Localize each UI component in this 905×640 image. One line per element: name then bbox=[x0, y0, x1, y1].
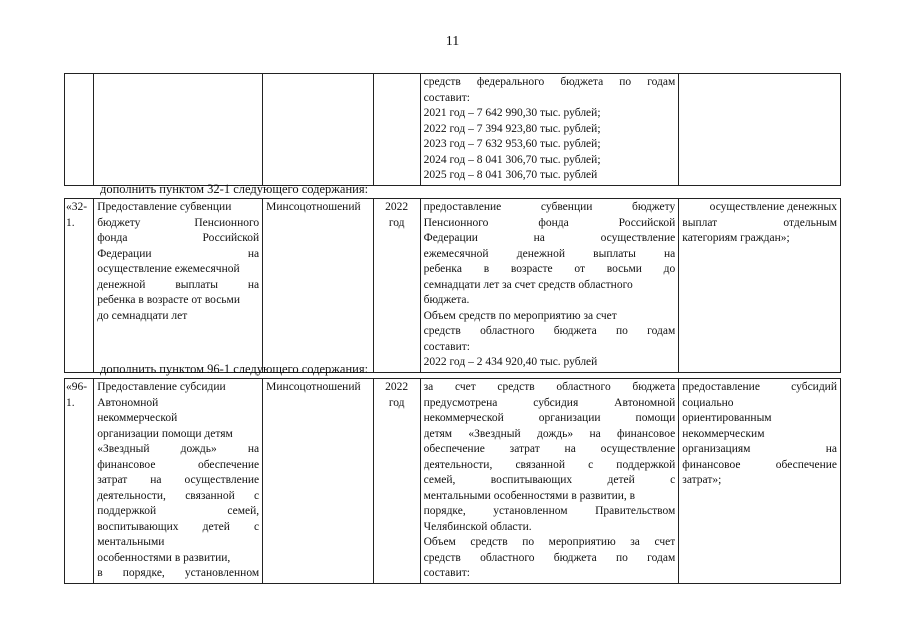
text-line: 2022 bbox=[385, 201, 409, 213]
text-line: Федерации на осуществление bbox=[423, 232, 676, 244]
text-line: осуществление денежных bbox=[709, 201, 837, 213]
table-row-96-1 bbox=[64, 378, 841, 584]
item-year bbox=[373, 379, 420, 584]
item-name bbox=[94, 199, 263, 373]
text-line: 2022 год – 2 434 920,40 тыс. рублей bbox=[423, 356, 598, 368]
cell-year bbox=[373, 74, 420, 186]
cell-result bbox=[679, 74, 841, 186]
text-line: Предоставление субсидии bbox=[97, 381, 226, 393]
text-line: бюджета. bbox=[423, 294, 470, 306]
text-line: осуществление ежемесячной bbox=[97, 263, 240, 275]
text-line: 2024 год – 8 041 306,70 тыс. рублей; bbox=[423, 153, 601, 166]
text-line: до семнадцати лет bbox=[97, 309, 188, 322]
text-line: ориентированным bbox=[682, 412, 772, 424]
text-line: предоставление субвенции бюджету bbox=[423, 201, 676, 213]
text-line: ментальными особенностями в развитии, в bbox=[423, 489, 636, 502]
text-line: некоммерческим bbox=[682, 427, 765, 440]
item-executor bbox=[263, 379, 374, 584]
text-line: выплат отдельным bbox=[682, 216, 837, 229]
cell-executor bbox=[263, 74, 374, 186]
text-line: Объем средств по мероприятию за счет bbox=[423, 536, 676, 548]
instruction-32-1: дополнить пунктом 32-1 следующего содержания: bbox=[100, 182, 369, 196]
text-line: затрат на осуществление bbox=[97, 474, 260, 486]
text-line: средств областного бюджета по годам bbox=[423, 551, 676, 564]
text-line: 2022 год – 7 394 923,80 тыс. рублей; bbox=[423, 122, 601, 135]
page-number: 11 bbox=[445, 34, 460, 49]
text-line: 2023 год – 7 632 953,60 тыс. рублей; bbox=[423, 138, 601, 150]
table-row bbox=[65, 74, 841, 186]
text-line: Минсоцотношений bbox=[266, 201, 361, 213]
cell-name bbox=[94, 74, 263, 186]
text-line: Челябинской области. bbox=[423, 520, 532, 533]
text-line: категориям граждан»; bbox=[682, 232, 790, 244]
cell-description bbox=[420, 74, 679, 186]
text-line: социально bbox=[682, 396, 734, 409]
table-row bbox=[65, 379, 841, 584]
text-line: Автономной bbox=[97, 396, 159, 409]
text-line: финансовое обеспечение bbox=[97, 458, 260, 471]
text-line: средств областного бюджета по годам bbox=[423, 325, 676, 337]
item-number bbox=[65, 379, 94, 584]
text-line: «32-1. bbox=[66, 201, 88, 229]
text-line: 2021 год – 7 642 990,30 тыс. рублей; bbox=[423, 107, 601, 119]
text-line: семнадцати лет за счет средств областного bbox=[423, 278, 633, 291]
text-line: Предоставление субвенции bbox=[97, 201, 232, 213]
instruction-96-1: дополнить пунктом 96-1 следующего содержания: bbox=[100, 362, 369, 376]
text-line: 2025 год – 8 041 306,70 тыс. рублей bbox=[423, 169, 598, 181]
text-line: Федерации на bbox=[97, 247, 260, 260]
text-line: составит: bbox=[423, 567, 470, 579]
table-row bbox=[65, 199, 841, 373]
text-line: предусмотрена субсидия Автономной bbox=[423, 396, 676, 409]
text-line: Пенсионного фонда Российской bbox=[423, 216, 676, 229]
item-description bbox=[420, 199, 679, 373]
text-line: ментальными bbox=[97, 536, 165, 548]
text-line: денежной выплаты на bbox=[97, 278, 260, 291]
text-line: порядке, установленном Правительством bbox=[423, 505, 676, 517]
text-line: год bbox=[388, 216, 405, 229]
text-line: финансовое обеспечение bbox=[682, 458, 837, 471]
item-year bbox=[373, 199, 420, 373]
text-line: особенностями в развитии, bbox=[97, 551, 231, 564]
text-line: год bbox=[388, 396, 405, 409]
text-line: предоставление субсидий bbox=[682, 381, 837, 393]
table-continuation bbox=[64, 73, 841, 186]
text-line: Объем средств по мероприятию за счет bbox=[423, 309, 617, 322]
text-line: некоммерческой bbox=[97, 412, 178, 424]
cell-number bbox=[65, 74, 94, 186]
text-line: в порядке, установленном bbox=[97, 567, 260, 579]
text-line: организациям на bbox=[682, 443, 837, 455]
item-name bbox=[94, 379, 263, 584]
text-line: некоммерческой организации помощи bbox=[423, 412, 676, 424]
text-line: фонда Российской bbox=[97, 232, 260, 244]
item-result bbox=[679, 379, 841, 584]
text-line: составит: bbox=[423, 340, 470, 353]
text-line: составит: bbox=[423, 91, 470, 104]
text-line: «Звездный дождь» на bbox=[97, 443, 260, 455]
text-line: ежемесячной денежной выплаты на bbox=[423, 247, 676, 260]
text-line: обеспечение затрат на осуществление bbox=[423, 443, 676, 455]
text-line: организации помощи детям bbox=[97, 427, 233, 440]
text-line: деятельности, связанной с поддержкой bbox=[423, 458, 676, 471]
text-line: семей, воспитывающих детей с bbox=[423, 474, 676, 486]
table-row-32-1 bbox=[64, 198, 841, 373]
text-line: поддержкой семей, bbox=[97, 505, 260, 517]
text-line: бюджету Пенсионного bbox=[97, 216, 260, 229]
text-line: «96-1. bbox=[66, 381, 88, 409]
text-line: ребенка в возрасте от восьми до bbox=[423, 263, 676, 275]
text-line: затрат»; bbox=[682, 474, 722, 486]
text-line: средств федерального бюджета по годам bbox=[423, 76, 676, 88]
item-description bbox=[420, 379, 679, 584]
item-result bbox=[679, 199, 841, 373]
item-number bbox=[65, 199, 94, 373]
text-line: Минсоцотношений bbox=[266, 381, 361, 393]
text-line: детям «Звездный дождь» на финансовое bbox=[423, 427, 676, 440]
text-line: воспитывающих детей с bbox=[97, 520, 260, 533]
item-executor bbox=[263, 199, 374, 373]
text-line: ребенка в возрасте от восьми bbox=[97, 294, 240, 306]
text-line: деятельности, связанной с bbox=[97, 489, 260, 502]
text-line: 2022 bbox=[385, 381, 409, 393]
text-line: за счет средств областного бюджета bbox=[423, 381, 676, 393]
